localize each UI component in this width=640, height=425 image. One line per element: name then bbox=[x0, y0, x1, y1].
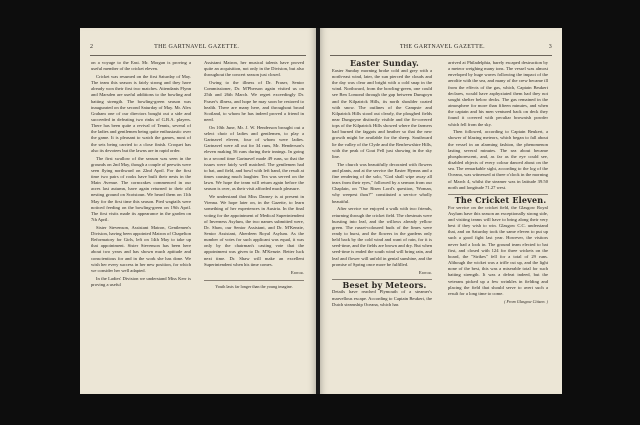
left-page-number: 2 bbox=[90, 44, 94, 50]
paragraph: Easter Sunday morning broke cold and grey with a north-east wind, later, the sun pierced the clouds and the day was clear and bright with a cold snap in the wind. Northward, from the bowling-green, one could see Ben Lomond through the gap between Dumgoyn and the Kilpatrick Hills, its north shoulder coated with snow. The outlines of the Campsie and Kilpatrick Hills stood out clearly, the ploughed fields near Dungoyne distinctly visible and the fir-covered tops of the Kilpatrick Hills showed where the farmers had burned the faggots and heather so that the new growth might be available for the sheep. Southward lie the valley of the Clyde and the Renfrewshire Hills, with the peak of Goat Fell just showing in the sky line. bbox=[332, 67, 432, 159]
paragraph: arrived at Philadelphia, barely escaped destruction by a meteor weighing many tons. The vessel was almost enveloped by huge waves following the impact of the aerolite with the sea, and many of the crew became ill from the effects of the gas, which, Captain Beukert declares, would have asphyxiated them had they not sought shelter below decks. The gas remained in the atmosphere for more than fifteen minutes, and when the captain and his men ventured back on deck they found it covered with peculiar brownish powder which fell from the sky. bbox=[448, 60, 548, 127]
paragraph: For service on the cricket field, the Glasgow Royal Asylum have this season an exceptionally strong side, and visiting teams will have to bring along their very best if they wish to win. Glasgow C.C. understand that, and on Saturday took the same eleven to put up such a good fight last year. However, the visitors never had a look in. The ground team elected to bat first, and closed with 124 for three wickets on the board, the "Strikes" fell for a total of 29 runs. Although the wicket was a trifle cut up, and the light none of the best, this was a miserable total for such batting strength. It was a defeat indeed, but the veterans picked up a few wrinkles in fielding and placing the field that should serve to avert such a result for a long time to come. bbox=[448, 204, 548, 296]
right-running-title: THE GARTNAVEL GAZETTE. bbox=[399, 44, 485, 50]
cricket-heading: The Cricket Eleven. bbox=[454, 194, 547, 205]
paragraph: In the Ladies' Division we understand Miss Kerr is proving a useful bbox=[91, 275, 191, 287]
easter-heading: Easter Sunday. bbox=[349, 60, 420, 68]
editor-signature: Editor. bbox=[290, 269, 304, 275]
left-column-2 bbox=[204, 60, 304, 388]
paragraph: Sister Stevenson, Assistant Matron, Gentlemen's Division, having been appointed Matron of Chapelton Reformatory for Girls, left on 14th May to take up that appointment. Sister Stevenson has been here about two years and has shown much aptitude and conscientious for and in the work she has done. We wish her every success in her new position, for which we consider her well adapted. bbox=[91, 224, 191, 273]
right-column-1 bbox=[332, 60, 432, 388]
paragraph: The first swallow of the season was seen in the grounds on 2nd May, though a couple of peewits were seen flying northward on 22nd April. For the first time two pairs of rooks have built their nests in the Main Avenue. The corncrakes commenced in our acres last autumn, have again returned to their old nesting ground on Scotstoun. We heard them on 11th May for the first time this season. Pied wagtails were noticed feeding on the bowling-green on 19th April. The first visits made its appearance in the garden on 7th April. bbox=[91, 155, 191, 223]
paragraph: on a voyage to the East. Mr. Morgan is proving a useful member of the cricket eleven. bbox=[91, 60, 191, 72]
right-page-number: 3 bbox=[548, 44, 552, 50]
right-header-rule bbox=[330, 55, 552, 56]
paragraph: We understand that Miss Darney is at present in Vienna. We hope later on, in the Gazette, to learn something of her experiences in Austria. In the final voting for the appointment of Medical Superintendent of Inverness Asylum, the two names submitted were, Dr. Shaw, our Senior Assistant, and Dr. M'Kenzie, Senior Assistant, Aberdeen Royal Asylum. As the number of votes for such applicant was equal, it was only by the chairman's casting vote that the appointment was given to Dr. M'Kenzie. Better luck next time. Dr. Shaw will make an excellent Superintendent when his time comes. bbox=[204, 194, 304, 267]
paragraph: Cricket was resumed on the first Saturday of May. The team this season is fairly strong and they have already won their first two matches. Attendants Flynn and Marsden are useful additions to the bowling and batting strength. The bowling-green season was inaugurated on the second Saturday of May. Mr. Alex Graham one of our directors bought out a side and succeeded in defeating two rinks of G.B.A. players. There has been quite a revival of Tennis, several of the ladies and gentlemen being quite enthusiastic over the game. It is pleasant to watch the games, most of the sets being carried to a close finish. Croquet has also its devotees but the lawns are in rapid order. bbox=[91, 73, 191, 153]
left-running-title: THE GARTNAVEL GAZETTE. bbox=[154, 44, 240, 50]
left-column-1 bbox=[91, 60, 191, 388]
left-header-rule bbox=[90, 55, 306, 56]
right-page bbox=[320, 28, 562, 394]
editor-signature: Editor. bbox=[418, 269, 432, 275]
paragraph: Details have reached Plymouth of a steamer's marvellous escape. According to Captain Beukert, the Dutch steamship Oceana, which has bbox=[332, 289, 432, 307]
closing-note: Youth lasts far longer than the young imagine. bbox=[215, 283, 293, 289]
paragraph: Owing to the illness of Dr. Fraser, Senior Commissioner, Dr. M'Pherson again visited us on 25th and 26th March. We regret exceedingly Dr. Fraser's illness, and hope he may soon be restored to health. There are many here, and throughout broad Scotland, to whom he has indeed proved a friend in need. bbox=[204, 80, 304, 122]
paragraph: After service we enjoyed a walk with two friends, returning through the cricket field. The chestnuts were bursting into leaf, and the willows already yellow green. The russet-coloured buds of the limes were ready to burst, and the flowers in the gardens only held back by the cold wind and want of rain, for it is seed-time, and the fields are brown and dry. But when seed-time is ended the south wind will bring rain, and leaf and flower will unfold in genial sunshine, and the promise of Spring once more be fulfilled. bbox=[332, 206, 432, 267]
right-running-header bbox=[330, 44, 552, 54]
paragraph: Assistant Matron, her musical talents have proved quite an acquisition, not only in the Division, but also throughout the concert season just closed. bbox=[204, 60, 304, 78]
paragraph: Then followed, according to Captain Beukert, a shower of blazing meteors, which began to fall about the vessel in an alarming fashion, the phenomenon lasting several minutes. The sea about became phosphorescent, and, as far as the eye could see, disabled objects of every colour danced about on the sea. The remarkable sight, according to the log of the Oceana, was witnessed at three o'clock in the morning of March 4, whilst the steamer was in latitude 39.50 north and longitude 71.27 west. bbox=[448, 129, 548, 190]
right-column-2 bbox=[448, 60, 548, 388]
section-divider bbox=[204, 280, 304, 281]
beset-heading: Beset by Meteors. bbox=[342, 279, 427, 290]
paragraph: The church was beautifully decorated with flowers and plants, and at the service the Easter Hymns and a fine rendering of the solo, "God shall wipe away all tears from their eyes," followed by a sermon from our Chaplain, on "Our Risen Lord's question, 'Woman, why weepest thou?'" constituted a service wholly beautiful. bbox=[332, 161, 432, 204]
paragraph: On 10th June, Mr. J. W. Henderson brought out a select choir of ladies and gentlemen, to play a Gartnavel eleven, four of whom were ladies. Gartnavel were all out for 34 runs, Mr. Henderson's eleven making 56 runs during their innings. In going in a second time Gartnavel made 49 runs, so that the issues were fairly well matched. The gentlemen had to bat, and field, and bowl with left hand, the result at times causing much laughter. Tea was served on the lawn. We hope the team will return again before the season is over, as their visit afforded much pleasure. bbox=[204, 124, 304, 192]
left-running-header bbox=[90, 44, 306, 54]
left-page bbox=[80, 28, 316, 394]
source-credit: ( From Glasgow Citizen. ) bbox=[504, 298, 548, 304]
